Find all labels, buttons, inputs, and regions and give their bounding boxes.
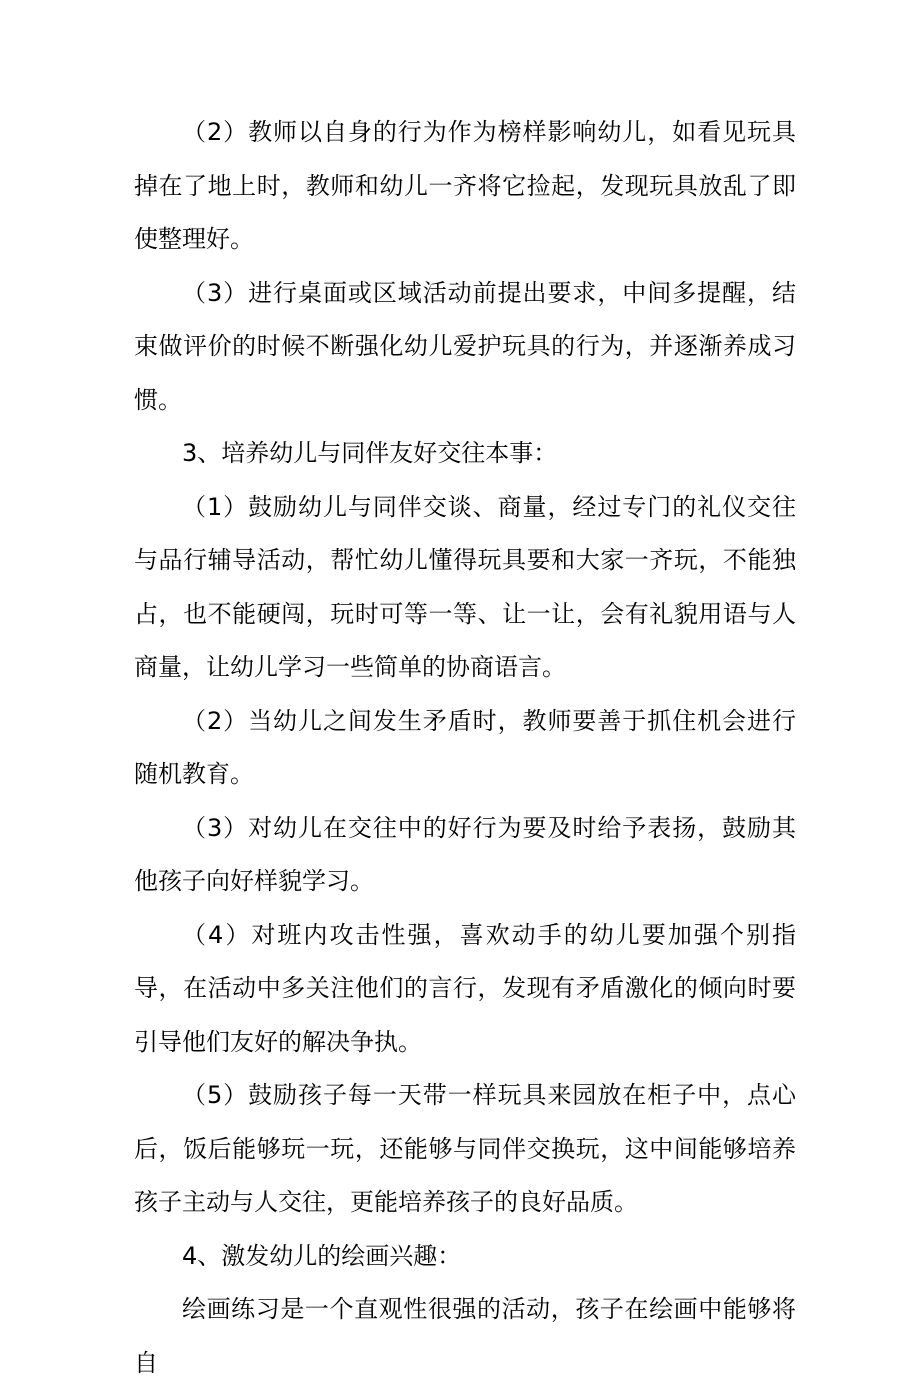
section-heading-3-peer-interaction: 3、培养幼儿与同伴友好交往本事： [182,439,558,467]
paragraph-drawing-practice: 绘画练习是一个直观性很强的活动，孩子在绘画中能够将自 [134,1295,796,1377]
paragraph-item-5-toy-sharing: （5）鼓励孩子每一天带一样玩具来园放在柜子中，点心后，饭后能够玩一玩，还能够与同伴交换玩，这中间能够培养孩子主动与人交往，更能培养孩子的良好品质。 [134,1081,796,1216]
section-heading-4-drawing-interest: 4、激发幼儿的绘画兴趣： [182,1241,462,1270]
paragraph-item-3-praise-good-behavior: （3）对幼儿在交往中的好行为要及时给予表扬，鼓励其他孩子向好样貌学习。 [134,813,796,895]
paragraph-item-4-individual-guidance: （4）对班内攻击性强，喜欢动手的幼儿要加强个别指导，在活动中多关注他们的言行，发现有矛盾激化的倾向时要引导他们友好的解决争执。 [134,920,796,1056]
document-body [134,106,796,1390]
paragraph-item-2-conflict-education: （2）当幼儿之间发生矛盾时，教师要善于抓住机会进行随机教育。 [134,706,796,788]
paragraph-item-2-teacher-example: （2）教师以自身的行为作为榜样影响幼儿，如看见玩具掉在了地上时，教师和幼儿一齐将它捡起，发现玩具放乱了即使整理好。 [134,118,796,253]
paragraph-item-3-activity-requirements: （3）进行桌面或区域活动前提出要求，中间多提醒，结束做评价的时候不断强化幼儿爱护玩具的行为，并逐渐养成习惯。 [134,278,796,414]
paragraph-item-1-encourage-communication: （1）鼓励幼儿与同伴交谈、商量，经过专门的礼仪交往与品行辅导活动，帮忙幼儿懂得玩具要和大家一齐玩，不能独占，也不能硬闯，玩时可等一等、让一让，会有礼貌用语与人商量，让幼儿学习一些简单的协商语言。 [134,492,796,681]
